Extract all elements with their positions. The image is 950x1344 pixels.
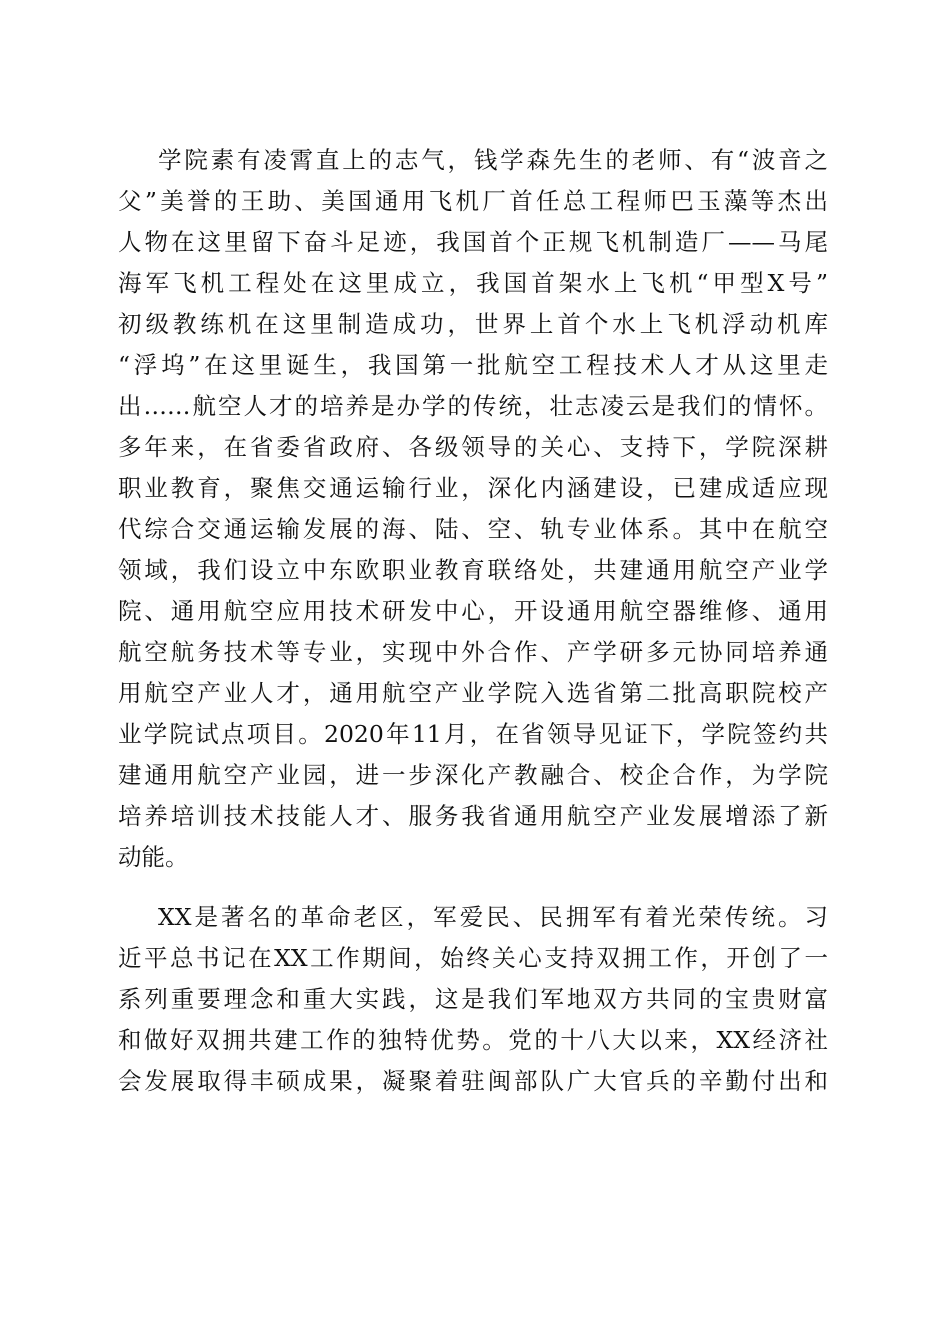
text-line: 父”美誉的王助、美国通用飞机厂首任总工程师巴玉藻等杰出 [118,187,828,215]
text-line: 领域，我们设立中东欧职业教育联络处，共建通用航空产业学 [118,556,828,584]
text-line: 海军飞机工程处在这里成立，我国首架水上飞机“甲型X号” [118,269,828,297]
text-line: 会发展取得丰硕成果，凝聚着驻闽部队广大官兵的辛勤付出和 [118,1067,828,1095]
text-line: XX是著名的革命老区，军爱民、民拥军有着光荣传统。习 [158,903,828,931]
text-line: 近平总书记在XX工作期间，始终关心支持双拥工作，开创了一 [118,944,828,972]
text-line: 多年来，在省委省政府、各级领导的关心、支持下，学院深耕 [118,433,828,461]
text-line: “浮坞”在这里诞生，我国第一批航空工程技术人才从这里走 [118,351,828,379]
text-line: 建通用航空产业园，进一步深化产教融合、校企合作，为学院 [118,761,828,789]
text-line: 代综合交通运输发展的海、陆、空、轨专业体系。其中在航空 [118,515,828,543]
text-line: 和做好双拥共建工作的独特优势。党的十八大以来，XX经济社 [118,1026,828,1054]
text-line: 院、通用航空应用技术研发中心，开设通用航空器维修、通用 [118,597,828,625]
text-line: 职业教育，聚焦交通运输行业，深化内涵建设，已建成适应现 [118,474,828,502]
text-line: 业学院试点项目。2020年11月，在省领导见证下，学院签约共 [118,720,828,748]
text-line: 初级教练机在这里制造成功，世界上首个水上飞机浮动机库 [118,310,828,338]
text-line: 动能。 [118,843,189,871]
text-line: 用航空产业人才，通用航空产业学院入选省第二批高职院校产 [118,679,828,707]
document-body [118,140,828,1102]
text-line: 系列重要理念和重大实践，这是我们军地双方共同的宝贵财富 [118,985,828,1013]
text-line: 人物在这里留下奋斗足迹，我国首个正规飞机制造厂——马尾 [118,228,828,256]
text-line: 培养培训技术技能人才、服务我省通用航空产业发展增添了新 [118,802,828,830]
paragraph-spacing [118,878,828,897]
text-line: 航空航务技术等专业，实现中外合作、产学研多元协同培养通 [118,638,828,666]
text-line: 学院素有凌霄直上的志气，钱学森先生的老师、有“波音之 [158,146,828,174]
paragraph [118,897,828,1102]
paragraph [118,140,828,878]
text-line: 出……航空人才的培养是办学的传统，壮志凌云是我们的情怀。 [118,392,828,420]
